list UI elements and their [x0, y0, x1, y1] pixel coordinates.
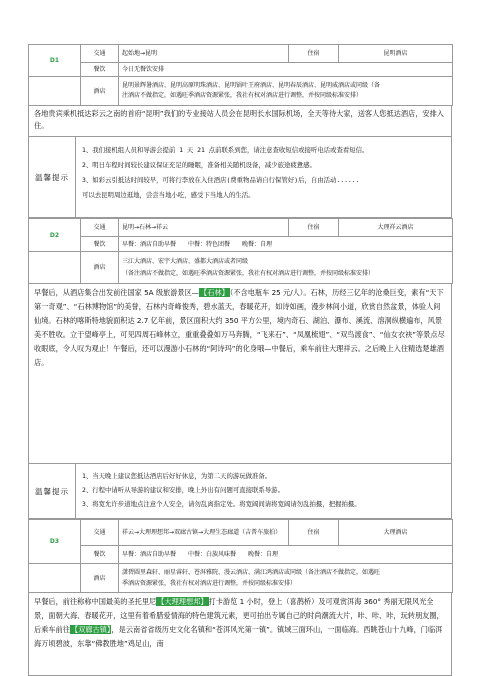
stay-label: 住宿 [289, 45, 339, 63]
hotel-value [119, 564, 453, 593]
day3-text-3: ，是云南省省级历史文化名镇和“苍洱风光第一镇”。镇域三面环山，一面临海。西眺苍山十九峰，门临洱海万顷碧波，东靠“佛教胜地”鸡足山，南 [34, 625, 443, 648]
day2-info-table [28, 218, 453, 284]
day3-description [28, 592, 452, 676]
hotel-label: 酒店 [81, 77, 119, 106]
transport-value: 祥云→大理理想邦→双廊古镇→大理生态廊道（吉普车旅拍） [119, 520, 289, 546]
tip-item: 2、明日车程时间较长建议保证充足的睡眠，准备相关随机设备，减少旅途疲惫感。 [82, 161, 316, 169]
day-label: D3 [29, 520, 81, 564]
hotel-label: 酒店 [81, 252, 119, 284]
tips-label: 温馨提示 [29, 137, 76, 217]
meal-label: 餐饮 [81, 546, 119, 564]
day2-tips [28, 463, 452, 519]
meal-label: 餐饮 [81, 237, 119, 252]
stay-label: 住宿 [289, 520, 339, 546]
hotel-line-2: 季酒店资源紧张，我社有权对酒店进行调整，并按同级标准安排） [122, 580, 297, 587]
tip-item: 3、将宽允许步道地点注意个人安全，请勿乱离指定处。将宽阔间请将宽阔请勿乱拍摄，把握拍摄。 [82, 500, 361, 508]
transport-value: 昆明→石林→祥云 [119, 219, 289, 237]
day3-info-table [28, 519, 453, 593]
day3-text-2: 打卡游览 1 小时，登上（喜鹊桥）及可观赏洱海 360° 秀丽无限风光全景，面朝大海、春暖花开，这里有着希腊爱情海的特色建筑元素，更可拍出专属自己的时尚潮流大片，咔、咔、咔，玩转朋友圈，后乘车前往 [34, 597, 444, 634]
day1-info-table [28, 44, 453, 106]
ideal-bang-highlight: 【大理理想邦】 [157, 597, 208, 606]
hotel-label: 酒店 [81, 564, 119, 593]
tip-item: 1、我们接机组人员和导游会提前 1 天 21 点前联系到您，请注意查收短信或接听电话或查看短信。 [82, 146, 369, 154]
meal-label: 餐饮 [81, 63, 119, 77]
tip-item: 2、行程中请听从导游的建议和安排，晚上外出有问题可直接联系导游。 [82, 486, 284, 494]
tips-body [76, 137, 451, 217]
stay-value: 大理酒店 [339, 520, 453, 546]
hotel-value [119, 252, 453, 284]
meal-value: 今日无餐饮安排 [119, 63, 453, 77]
day-label: D2 [29, 219, 81, 252]
meal-value: 早餐：酒店自助早餐 中餐：特色团餐 晚餐：自理 [119, 237, 453, 252]
hotel-line-1: 昆明景辉暑酒店、昆明高原明珠酒店、昆明锅叶王府酒店、昆明春辰酒店、昆明威酒店或同级（备 [122, 82, 381, 89]
tip-item: 3、如彩云引抵达时间较早，可将行李放在入住酒店(费重物品请自行保管好)后，自由活动...... [82, 176, 360, 184]
transport-value: 起始地→昆明 [119, 45, 289, 63]
tip-item: 可以去昆明周边逛地，尝尝当地小吃，感受下当地人的生活。 [82, 191, 255, 199]
hotel-line-1: 三江大酒店、宏宇大酒店、盛都大酒店或者同级 [122, 257, 249, 265]
empty-cell [29, 252, 81, 284]
meal-value: 早餐：酒店自助早餐 中餐：白族风味餐 晚餐：自理 [119, 546, 453, 564]
hotel-line-1: 潇碧圆里森轩、丽星睿轩、苍洱雅院、漫云酒店、满江鸿酒店或同级（备注酒店不做指定，如遇旺 [122, 569, 381, 576]
stay-label: 住宿 [289, 219, 339, 237]
transport-label: 交通 [81, 219, 119, 237]
day2-text-1: 早餐后，从酒店集合出发前往国家 5A 级旅游景区— [34, 288, 199, 297]
day3-text-1: 早餐后，前往称称中国最美的圣托里尼 [34, 597, 157, 606]
shuanglang-highlight: 【双廊古镇】 [70, 625, 111, 634]
stay-value: 大理祥云酒店 [339, 219, 453, 237]
tips-body [76, 464, 451, 518]
day-label: D1 [29, 45, 81, 77]
transport-label: 交通 [81, 45, 119, 63]
day2-description [28, 283, 452, 463]
stay-value: 昆明酒店 [339, 45, 453, 63]
hotel-line-2: 注酒店不做指定，如遇旺季酒店资源紧张，我社有权对酒店进行调整，并按同级标准安排） [122, 92, 363, 99]
empty-cell [29, 564, 81, 593]
transport-label: 交通 [81, 520, 119, 546]
day2-text-2: （不含电瓶车 25 元/人）。石林，历经三亿年的沧桑巨变，素有“天下第一奇观”、“石林博物馆”的美誉，石林内奇峰俊秀，碧水蓝天，春暖花开，如诗如画，漫步林间小道，欣赏自然盆景，体验人间仙境。石林的喀斯特地貌面积达 2.7 亿年前，景区面积大约 350 平方公里，境内奇石、湖泊、瀑布、溪流、溶洞纵横遍布，风景美不胜收。立于望峰亭上，可见四周石峰林立，重重叠叠如万马奔腾，“飞来石”、“凤凰梳翅”、“双鸟渡食”、“仙女衣袂”等景点尽收眼底，令人叹为观止！午餐后，还可以漫游小石林的“阿诗玛”的化身哦—中餐后，乘车前往大理祥云。之后晚上入住精选楚雄酒店。 [34, 288, 445, 367]
day1-description: 各地贵宾乘机抵达彩云之南的首府“昆明”我们的专业接站人员会在昆明长水国际机场，全天等待大家，送客人您抵达酒店，安排入住。 [28, 105, 452, 136]
day1-tips [28, 136, 452, 218]
tips-label: 温馨提示 [29, 464, 76, 518]
tip-item: 1、当天晚上建议您抵达酒店后好好休息，为第二天的游玩做准备。 [82, 472, 272, 480]
hotel-line-2: （备注酒店不做指定，如遇旺季酒店资源紧张，我社有权对酒店进行调整，并按同级标准安排） [122, 269, 375, 277]
stone-forest-highlight: 【石林】 [200, 288, 229, 297]
empty-cell [29, 77, 81, 106]
hotel-value [119, 77, 453, 106]
